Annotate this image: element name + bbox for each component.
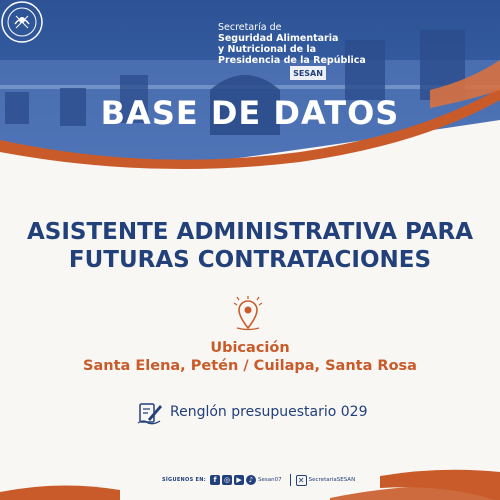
youtube-icon[interactable]: ▶ (234, 475, 244, 485)
location-pin-icon (231, 295, 265, 331)
x-twitter-icon[interactable]: ✕ (296, 475, 307, 486)
budget-line (136, 398, 367, 426)
budget-text: Renglón presupuestario 029 (170, 404, 368, 420)
social-handle-2: SecretariaSESAN (308, 477, 356, 483)
instagram-icon[interactable]: ◎ (223, 476, 231, 484)
job-title (20, 218, 480, 274)
org-line-3: y Nutricional de la (218, 44, 317, 55)
org-line-4: Presidencia de la República (218, 55, 366, 66)
facebook-icon[interactable]: f (210, 475, 220, 485)
social-handle-1: Sesan07 (258, 477, 282, 483)
building-sign: SESAN (293, 69, 323, 78)
signing-hand-icon (136, 399, 164, 425)
job-title-line-1: ASISTENTE ADMINISTRATIVA PARA (26, 219, 474, 245)
org-name (218, 22, 366, 66)
guatemala-seal-icon (0, 0, 44, 44)
tiktok-icon[interactable]: ♪ (246, 475, 256, 485)
org-line-1: Secretaría de (218, 22, 282, 33)
footer-divider (290, 474, 291, 486)
banner-title: BASE DE DATOS (100, 94, 400, 132)
header-banner (0, 0, 500, 175)
social-footer (162, 471, 361, 489)
job-title-line-2: FUTURAS CONTRATACIONES (68, 247, 432, 273)
location-label: Ubicación (210, 340, 290, 356)
org-line-2: Seguridad Alimentaria (218, 33, 339, 44)
follow-label: SÍGUENOS EN: (162, 477, 207, 483)
location-value: Santa Elena, Petén / Cuilapa, Santa Rosa (83, 358, 417, 374)
